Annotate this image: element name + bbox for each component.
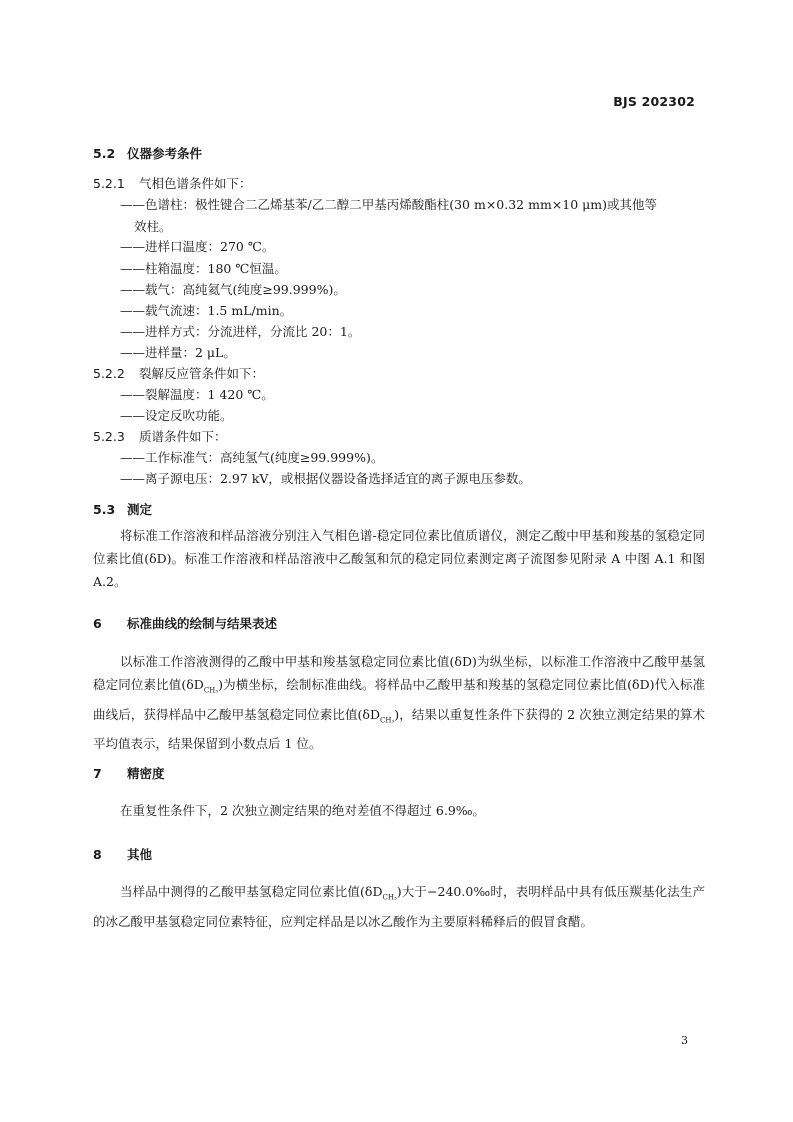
- section-8-heading: [93, 845, 152, 863]
- section-title: 测定: [127, 502, 153, 517]
- subsection-text: 气相色谱条件如下：: [139, 176, 252, 191]
- list-item: ——裂解温度：1 420 ℃。: [120, 387, 274, 402]
- page-number: 3: [681, 1034, 688, 1047]
- subscript: CH₃: [379, 716, 395, 724]
- list-item: ——载气：高纯氦气(纯度≥99.999%)。: [120, 282, 346, 297]
- paragraph-text: 以标准工作溶液测得的乙酸中甲基和羧基氢稳定同位素比值(δD)为纵坐标，以标准工作溶液中乙酸甲基氢稳定同位素比值(δD: [93, 654, 705, 692]
- subsection-text: 裂解反应管条件如下：: [139, 366, 265, 381]
- list-item: ——工作标准气：高纯氢气(纯度≥99.999%)。: [120, 450, 384, 465]
- paragraph-text: )，结果以重复性条件下获得的 2 次独立测定结果的算术平均值表示，结果保留到小数点后 1 位。: [93, 706, 705, 751]
- subsection-5-2-2: [93, 364, 264, 382]
- list-item: ——设定反吹功能。: [120, 408, 233, 423]
- standard-code: BJS 202302: [613, 94, 695, 109]
- list-item-continuation: 效柱。: [134, 219, 172, 234]
- section-number: 6: [93, 616, 102, 631]
- section-number: 7: [93, 766, 102, 781]
- section-6-heading: [93, 614, 277, 632]
- list-item: ——进样量：2 μL。: [120, 345, 236, 360]
- paragraph-text: )为横坐标，绘制标准曲线。将样品中乙酸甲基和羧基的氢稳定同位素比值(δD)代入标准曲线后，获得样品中乙酸甲基氢稳定同位素比值(δD: [93, 677, 705, 722]
- section-title: 仪器参考条件: [127, 146, 203, 161]
- subsection-number: 5.2.1: [93, 176, 125, 191]
- subsection-number: 5.2.2: [93, 366, 125, 381]
- section-title: 标准曲线的绘制与结果表述: [127, 616, 278, 631]
- section-number: 5.2: [93, 146, 116, 161]
- section-number: 5.3: [93, 502, 116, 517]
- section-title: 精密度: [127, 766, 165, 781]
- section-7-heading: [93, 764, 165, 782]
- list-item: ——色谱柱：极性键合二乙烯基苯/乙二醇二甲基丙烯酸酯柱(30 m×0.32 mm×10 μm)或其他等: [120, 197, 658, 212]
- paragraph-text: )大于−240.0‰时，表明样品中具有低压羰基化法生产的冰乙酸甲基氢稳定同位素特征，应判定样品是以冰乙酸作为主要原料稀释后的假冒食醋。: [93, 884, 705, 929]
- subscript: CH₃: [382, 893, 397, 902]
- section-title: 其他: [127, 847, 153, 862]
- list-item: ——离子源电压：2.97 kV，或根据仪器设备选择适宜的离子源电压参数。: [120, 471, 531, 486]
- subscript: CH₃: [203, 686, 219, 695]
- subsection-5-2-1: [93, 174, 252, 192]
- subsection-number: 5.2.3: [93, 429, 125, 444]
- section-5-2-heading: [93, 144, 202, 162]
- section-5-3-heading: [93, 500, 152, 518]
- subsection-5-2-3: [93, 427, 227, 445]
- paragraph-6: [93, 650, 705, 755]
- paragraph-8: [93, 880, 705, 933]
- section-number: 8: [93, 847, 102, 862]
- subsection-text: 质谱条件如下：: [139, 429, 227, 444]
- list-item: ——柱箱温度：180 ℃恒温。: [120, 261, 287, 276]
- list-item: ——载气流速：1.5 mL/min。: [120, 303, 293, 318]
- list-item: ——进样口温度：270 ℃。: [120, 239, 275, 254]
- list-item: ——进样方式：分流进样，分流比 20：1。: [120, 324, 361, 339]
- paragraph-7: 在重复性条件下，2 次独立测定结果的绝对差值不得超过 6.9‰。: [120, 803, 486, 818]
- paragraph-text: 当样品中测得的乙酸甲基氢稳定同位素比值(δD: [120, 884, 383, 899]
- paragraph-5-3: 将标准工作溶液和样品溶液分别注入气相色谱-稳定同位素比值质谱仪，测定乙酸中甲基和羧基的氢稳定同位素比值(δD)。标准工作溶液和样品溶液中乙酸氢和氘的稳定同位素测定离子流图参见附录 A 中图 A.1 和图 A.2。: [93, 528, 705, 589]
